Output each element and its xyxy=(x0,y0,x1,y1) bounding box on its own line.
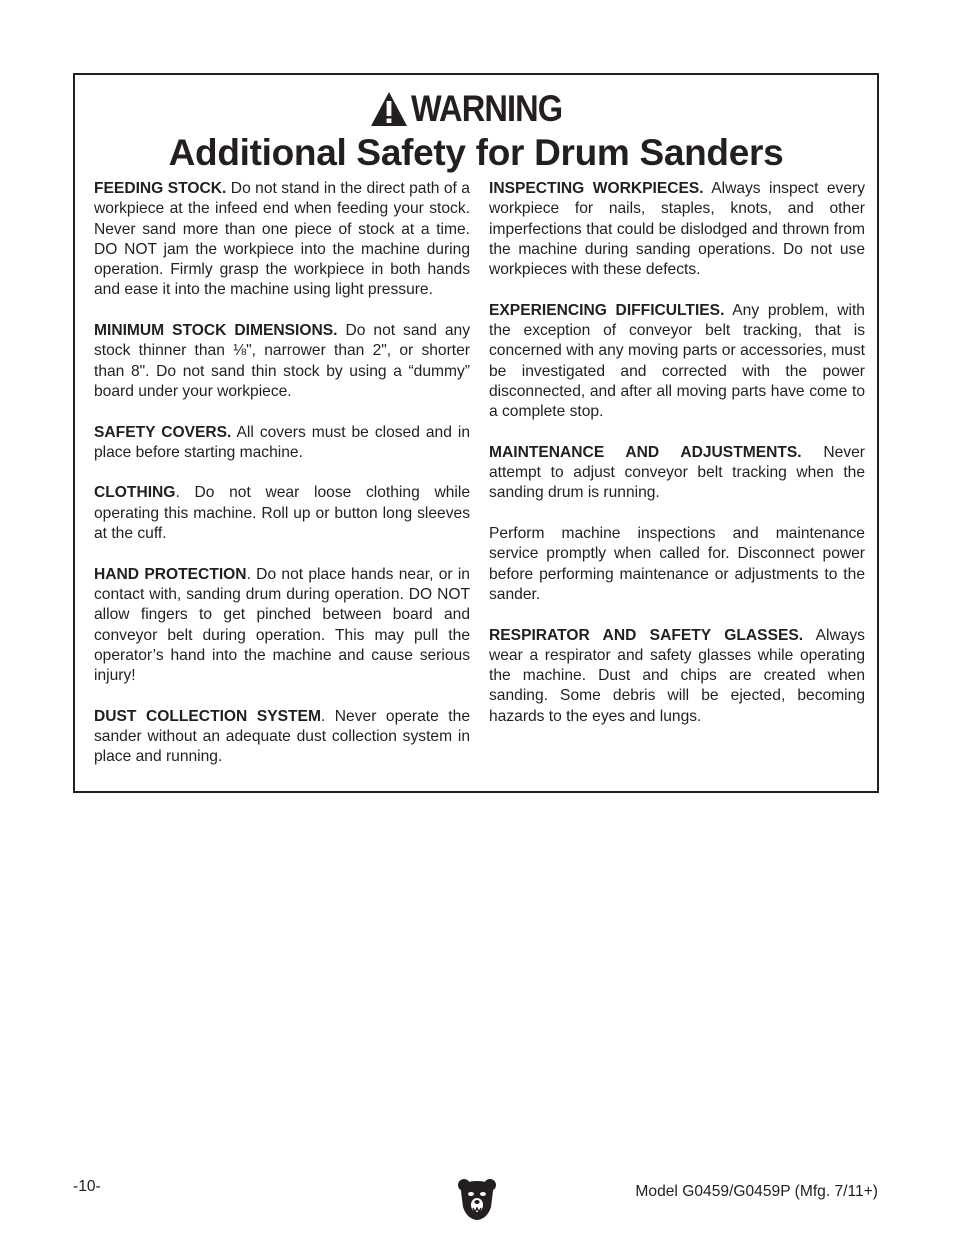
warning-triangle-icon xyxy=(369,90,409,128)
paragraph-hand-protection xyxy=(94,565,470,687)
paragraph-text: Always inspect every workpiece for nails, staples, knots, and other imperfections that could be dislodged and thrown from the machine during sanding operations. Do not use workpieces with these defects. xyxy=(489,180,865,279)
paragraph-maintenance-adjustments xyxy=(489,443,865,504)
paragraph-text: Do not sand any stock thinner than ⅛", narrower than 2", or shorter than 8". Do not sand thin stock by using a “dummy” board under your workpiece. xyxy=(94,322,470,400)
paragraph-heading: MINIMUM STOCK DIMENSIONS. xyxy=(94,322,338,340)
page-number: -10- xyxy=(73,1178,101,1195)
paragraph-heading: CLOTHING xyxy=(94,484,176,502)
paragraph-heading: MAINTENANCE AND ADJUSTMENTS. xyxy=(489,443,802,461)
paragraph-minimum-stock xyxy=(94,321,470,402)
paragraph-text: Perform machine inspections and maintenance service promptly when called for. Disconnect power before performing maintenance or adjustments to the sander. xyxy=(489,525,865,603)
model-label: Model G0459/G0459P (Mfg. 7/11+) xyxy=(635,1183,878,1200)
paragraph-inspecting-workpieces xyxy=(489,179,865,280)
warning-line xyxy=(75,89,877,129)
paragraph-heading: FEEDING STOCK. xyxy=(94,180,227,197)
warning-word: WARNING xyxy=(411,88,563,129)
paragraph-heading: DUST COLLECTION SYSTEM xyxy=(94,707,321,725)
page-title: Additional Safety for Drum Sanders xyxy=(168,132,784,173)
paragraph-experiencing-difficulties xyxy=(489,301,865,423)
paragraph-clothing xyxy=(94,483,470,544)
paragraph-text: . Never operate the sander without an adequate dust collection system in place and running. xyxy=(94,707,470,766)
left-column xyxy=(94,179,470,788)
bear-head-logo xyxy=(457,1177,497,1221)
paragraph-text: Never attempt to adjust conveyor belt tracking when the sanding drum is running. xyxy=(489,443,865,502)
paragraph-heading: RESPIRATOR AND SAFETY GLASSES. xyxy=(489,626,804,644)
paragraph-text: . Do not wear loose clothing while operating this machine. Roll up or button long sleeves at the cuff. xyxy=(94,484,470,543)
paragraph-heading: HAND PROTECTION xyxy=(94,565,247,583)
paragraph-text: . Do not place hands near, or in contact with, sanding drum during operation. DO NOT allow fingers to get pinched between board and conveyor belt during operation. This may pull the operator’s hand into the machine and cause serious injury! xyxy=(94,565,470,685)
paragraph-heading: EXPERIENCING DIFFICULTIES. xyxy=(489,301,725,319)
paragraph-safety-covers xyxy=(94,423,470,464)
paragraph-text: All covers must be closed and in place before starting machine. xyxy=(94,423,470,461)
paragraph-respirator-glasses xyxy=(489,626,865,727)
paragraph-text: Any problem, with the exception of conveyor belt tracking, that is concerned with any moving parts or accessories, must be investigated and corrected with the power disconnected, and after all moving parts have come to a complete stop. xyxy=(489,301,865,421)
paragraph-heading: INSPECTING WORKPIECES. xyxy=(489,180,704,197)
paragraph-feeding-stock xyxy=(94,179,470,301)
paragraph-perform-inspections xyxy=(489,524,865,605)
right-column xyxy=(489,179,865,747)
paragraph-text: Always wear a respirator and safety glasses while operating the machine. Dust and chips are created when sanding. Some debris will be ejected, becoming hazards to the eyes and lungs. xyxy=(489,626,865,725)
warning-box xyxy=(73,73,879,793)
paragraph-text: Do not stand in the direct path of a workpiece at the infeed end when feeding your stock. Never sand more than one piece of stock at a time. DO NOT jam the workpiece into the machine during operation. Firmly grasp the workpiece in both hands and ease it into the machine using light pressure. xyxy=(94,180,470,299)
paragraph-heading: SAFETY COVERS. xyxy=(94,423,232,441)
paragraph-dust-collection xyxy=(94,707,470,768)
